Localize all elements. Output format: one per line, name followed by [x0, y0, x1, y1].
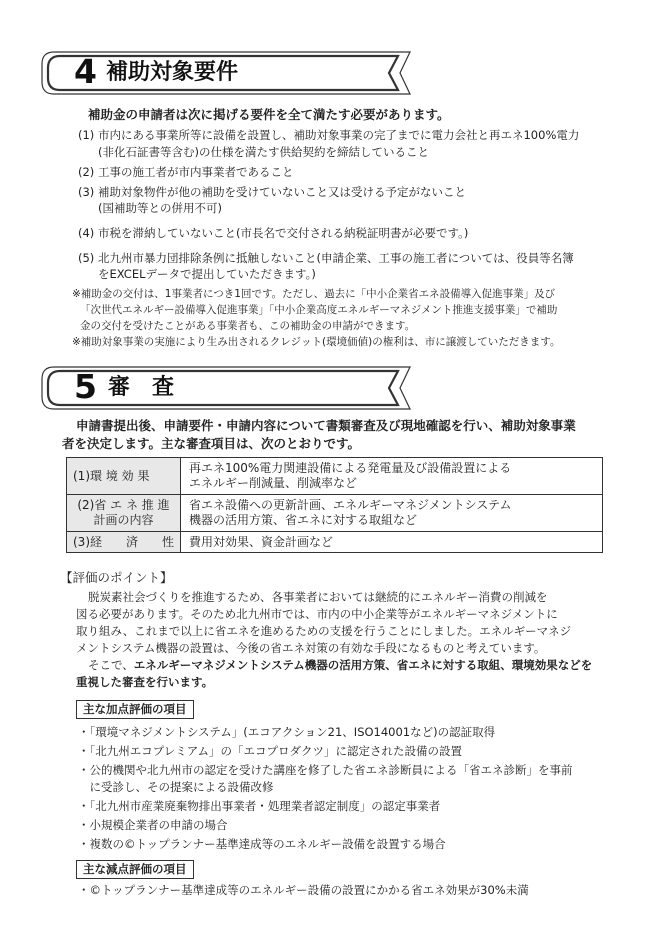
points-emph: 重視した審査を行います。: [76, 675, 214, 689]
item-text: (非化石証書等含む)の仕様を満たす供給契約を締結していること: [98, 145, 429, 159]
section-title: 審 査: [108, 375, 175, 400]
plus-item: ・小規模企業者の申請の場合: [78, 818, 228, 832]
criterion-content: 費用対効果、資金計画など: [189, 534, 334, 549]
points-text: 取り組み、これまで以上に省エネを進めるための支援を行うことにしました。エネルギーマネジ: [76, 624, 572, 638]
plus-item: に受診し、その提案による設備改修: [78, 780, 274, 794]
criterion-label: (2)省 エ ネ 推 進: [77, 498, 170, 512]
table-cell: [181, 458, 603, 495]
note-text: 金の交付を受けたことがある事業者も、この補助金の申請ができます。: [80, 320, 416, 332]
points-text: メントシステム機器の設置は、今後の省エネ対策の有効な手段になるものと考えています。: [76, 641, 546, 655]
section-number: 4: [74, 52, 97, 91]
plus-item: ・「北九州市産業廃棄物排出事業者・処理業者認定制度」の認定事業者: [78, 799, 441, 813]
section-5-intro: 者を決定します。主な審査項目は、次のとおりです。: [62, 436, 361, 451]
item-text: 市内にある事業所等に設備を設置し、補助対象事業の完了までに電力会社と再エネ100%電力: [98, 128, 580, 142]
criterion-content: 省エネ設備への更新計画、エネルギーマネジメントシステム: [189, 498, 512, 512]
criterion-label: (3)経 済 性: [73, 534, 174, 549]
item-number: (4): [78, 226, 95, 240]
table-cell: [181, 532, 603, 553]
item-number: (1): [78, 128, 95, 142]
plus-item: ・「環境マネジメントシステム」(エコアクション21、ISO14001など)の認証取得: [78, 725, 496, 739]
points-emph-prefix: そこで、: [88, 658, 134, 672]
table-row: [67, 495, 603, 532]
criterion-content: 再エネ100%電力関連設備による発電量及び設備設置による: [189, 461, 512, 475]
section-4-lead: 補助金の申請者は次に掲げる要件を全て満たす必要があります。: [88, 107, 450, 122]
section-5-banner: [38, 363, 418, 413]
points-emph: エネルギーマネジメントシステム機器の活用方策、省エネに対する取組、環境効果などを: [133, 658, 593, 672]
item-text: 市税を滞納していないこと(市長名で交付される納税証明書が必要です。): [98, 226, 469, 240]
item-number: (2): [78, 165, 95, 179]
item-text: 工事の施工者が市内事業者であること: [98, 165, 294, 179]
item-number: (3): [78, 185, 95, 199]
note-text: ※補助金の交付は、1事業者につき1回です。ただし、過去に「中小企業省エネ設備導入促進事業」及び: [72, 288, 556, 300]
table-row: [67, 532, 603, 553]
note-text: 「次世代エネルギー設備導入促進事業」「中小企業高度エネルギーマネジメント推進支援事業」で補助: [80, 304, 558, 316]
table-header-cell: [67, 495, 181, 532]
item-number: (5): [78, 251, 95, 265]
table-row: [67, 458, 603, 495]
criterion-label: 計画の内容: [93, 513, 154, 527]
table-header-cell: [67, 532, 181, 553]
item-text: 補助対象物件が他の補助を受けていないこと又は受ける予定がないこと: [98, 185, 466, 199]
section-5-intro: 申請書提出後、申請要件・申請内容について書類審査及び現地確認を行い、補助対象事業: [76, 418, 576, 433]
review-table: [66, 457, 603, 553]
minus-item: ・©トップランナー基準達成等のエネルギー設備の設置にかかる省エネ効果が30%未満: [78, 883, 529, 897]
criterion-content: 機器の活用方策、省エネに対する取組など: [189, 513, 418, 527]
item-text: 北九州市暴力団排除条例に抵触しないこと(申請企業、工事の施工者については、役員等名簿: [98, 251, 574, 265]
plus-item: ・「北九州エコプレミアム」の「エコプロダクツ」に認定された設備の設置: [78, 744, 462, 758]
criterion-label: (1)環 境 効 果: [73, 468, 150, 483]
points-text: [88, 658, 592, 673]
section-number: 5: [74, 367, 97, 406]
plus-item: ・複数の©トップランナー基準達成等のエネルギー設備を設置する場合: [78, 837, 446, 851]
section-title: 補助対象要件: [106, 60, 239, 85]
plus-items-title: 主な加点評価の項目: [76, 700, 194, 719]
points-text: 脱炭素社会づくりを推進するため、各事業者においては継続的にエネルギー消費の削減を: [88, 590, 548, 604]
table-header-cell: [67, 458, 181, 495]
note-text: ※補助対象事業の実施により生み出されるクレジット(環境価値)の権利は、市に譲渡していただきます。: [72, 336, 561, 348]
points-title: 【評価のポイント】: [60, 570, 173, 585]
criterion-content: エネルギー削減量、削減率など: [189, 476, 358, 490]
item-text: (国補助等との併用不可): [98, 201, 222, 215]
plus-item: ・公的機関や北九州市の認定を受けた講座を修了した省エネ診断員による「省エネ診断」を事前: [78, 763, 573, 777]
table-cell: [181, 495, 603, 532]
section-4-banner: [38, 48, 418, 98]
minus-items-title: 主な減点評価の項目: [76, 860, 194, 879]
points-text: 図る必要があります。そのため北九州市では、市内の中小企業等がエネルギーマネジメントに: [76, 607, 558, 621]
item-text: をEXCELデータで提出していただきます。): [98, 267, 316, 281]
